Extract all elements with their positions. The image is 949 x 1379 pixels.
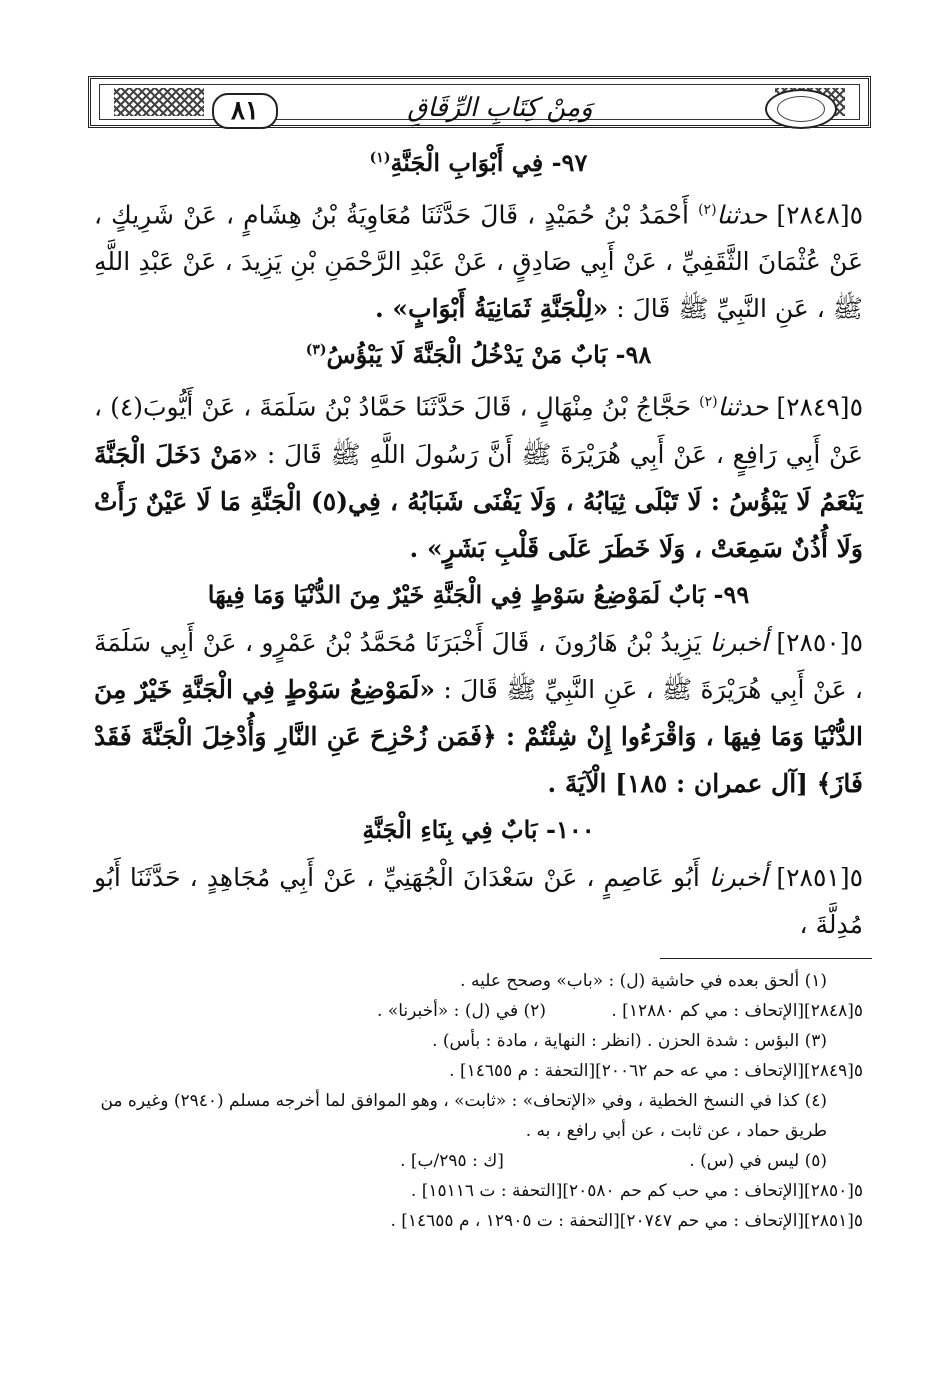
publisher-seal-logo [765,89,837,129]
hadith-2851 [94,854,863,948]
ornament-band-left [114,88,204,116]
page-number: ٨١ [212,93,278,129]
chapter-heading-97 [94,148,863,177]
footnote-5: (٥) ليس في (س) . [689,1151,827,1171]
isnad-text: حَجَّاجُ بْنُ مِنْهَالٍ ، قَالَ حَدَّثَنَا حَمَّادُ بْنُ سَلَمَةَ ، عَنْ أَيُّوبَ(٤) ، عَنْ أَبِي رَافِعٍ ، عَنْ أَبِي هُرَيْرَةَ ﷺ أَنَّ رَسُولَ اللَّهِ ﷺ قَالَ : [94,392,864,469]
hadith-2848 [94,187,863,332]
reference-2850: ٥[٢٨٥٠][الإتحاف : مي حب كم حم ٢٠٥٨٠][التحفة : ت ١٥١١٦] . [410,1181,863,1201]
reference-2848: ٥[٢٨٤٨][الإتحاف : مي كم ١٢٨٨٠] . [611,1001,863,1021]
footnote-separator [660,958,872,959]
chapter-heading-100 [94,815,863,844]
heading-number: ٩٩- [713,579,750,609]
header-frame [99,84,860,126]
heading-text: بَابٌ لَمَوْضِعُ سَوْطٍ فِي الْجَنَّةِ خَيْرٌ مِنَ الدُّنْيَا وَمَا فِيهَا [207,579,706,609]
hadith-number: ٥[٢٨٥٠] [776,627,863,657]
matn-text: «مَنْ دَخَلَ الْجَنَّةَ يَنْعَمُ لَا يَبْؤُسُ : لَا تَبْلَى ثِيَابُهُ ، وَلَا يَفْنَى شَبَابُهُ ، فِي(٥) الْجَنَّةِ مَا لَا عَيْنٌ رَأَتْ وَلَا أُذُنٌ سَمِعَتْ ، وَلَا خَطَرَ عَلَى قَلْبِ بَشَرٍ» . [94,439,863,563]
hadith-number: ٥[٢٨٥١] [776,862,864,892]
isnad-text: أَبُو عَاصِمٍ ، عَنْ سَعْدَانَ الْجُهَنِيِّ ، عَنْ أَبِي مُجَاهِدٍ ، حَدَّثَنَا أَبُو مُدِلَّةَ ، [94,862,863,939]
hadith-2850 [94,619,863,807]
footnote-4: (٤) كذا في النسخ الخطية ، وفي «الإتحاف» : «ثابت» ، وهو الموافق لما أخرجه مسلم (٢٩٤٠) وغيره من طريق حماد ، عن ثابت ، عن أبي رافع ، به . [100,1091,827,1141]
isnad-text: يَزِيدُ بْنُ هَارُونَ ، قَالَ أَخْبَرَنَا مُحَمَّدُ بْنُ عَمْرٍو ، عَنْ أَبِي سَلَمَةَ ، عَنْ أَبِي هُرَيْرَةَ ﷺ ، عَنِ النَّبِيِّ ﷺ قَالَ : [94,627,864,704]
hadith-2849 [94,379,863,571]
footnote-ref: (٢) [699,394,718,411]
footnote-3: (٣) البؤس : شدة الحزن . (انظر : النهاية ، مادة : بأس) . [432,1031,827,1051]
matn-text: «لَمَوْضِعُ سَوْطٍ فِي الْجَنَّةِ خَيْرٌ مِنَ الدُّنْيَا وَمَا فِيهَا ، وَاقْرَءُوا إِنْ شِئْتُمْ : ﴿فَمَن زُحْزِحَ عَنِ النَّارِ وَأُدْخِلَ الْجَنَّةَ فَقَدْ فَازَ﴾ [آل عمران : ١٨٥] الْآيَةَ . [94,674,863,798]
isnad-text: أَحْمَدُ بْنُ حُمَيْدٍ ، قَالَ حَدَّثَنَا مُعَاوِيَةُ بْنُ هِشَامٍ ، عَنْ شَرِيكٍ ، عَنْ عُثْمَانَ الثَّقَفِيِّ ، عَنْ أَبِي صَادِقٍ ، عَنْ عَبْدِ الرَّحْمَنِ بْنِ يَزِيدَ ، عَنْ عَبْدِ اللَّهِ ﷺ ، عَنِ النَّبِيِّ ﷺ قَالَ : [94,200,863,324]
narration-lead: حدثنا [717,392,769,422]
footnotes [94,966,863,1236]
heading-number: ٩٨- [615,340,652,370]
narration-lead: أخبرنا [709,627,768,657]
narration-lead: حدثنا [716,200,768,230]
heading-text: بَابٌ مَنْ يَدْخُلُ الْجَنَّةَ لَا يَبْؤُسُ [326,340,608,370]
footnote-2: (٢) في (ل) : «أخبرنا» . [377,1001,546,1021]
heading-text: بَابٌ فِي بِنَاءِ الْجَنَّةِ [362,814,538,844]
footnote-line [94,996,863,1026]
chapter-heading-98 [94,340,863,369]
reference-2849: ٥[٢٨٤٩][الإتحاف : مي عه حم ٢٠٠٦٢][التحفة : م ١٤٦٥٥] . [449,1061,863,1081]
hadith-number: ٥[٢٨٤٩] [776,392,863,422]
matn-text: «لِلْجَنَّةِ ثَمَانِيَةُ أَبْوَابٍ» . [375,294,609,324]
footnote-line [94,1146,863,1176]
running-title: وَمِنْ كِتَابِ الرِّقَاقِ [407,93,593,123]
chapter-heading-99 [94,580,863,609]
main-text [94,140,863,954]
footnote-ref: (٣) [305,342,327,359]
reference-2851: ٥[٢٨٥١][الإتحاف : مي حم ٢٠٧٤٧][التحفة : ت ١٢٩٠٥ ، م ١٤٦٥٥] . [390,1211,863,1231]
heading-number: ١٠٠- [545,814,595,844]
narration-lead: أخبرنا [708,862,768,892]
footnote-ref: (١) [369,150,391,166]
heading-number: ٩٧- [551,148,588,177]
footnote-1: (١) ألحق بعده في حاشية (ل) : «باب» وصحح عليه . [460,971,827,991]
hadith-number: ٥[٢٨٤٨] [776,200,864,230]
folio-marker: [ك : ٢٩٥/ب] . [400,1151,504,1171]
page-header [88,76,871,128]
heading-text: فِي أَبْوَابِ الْجَنَّةِ [390,148,544,177]
footnote-ref: (٢) [698,202,717,218]
